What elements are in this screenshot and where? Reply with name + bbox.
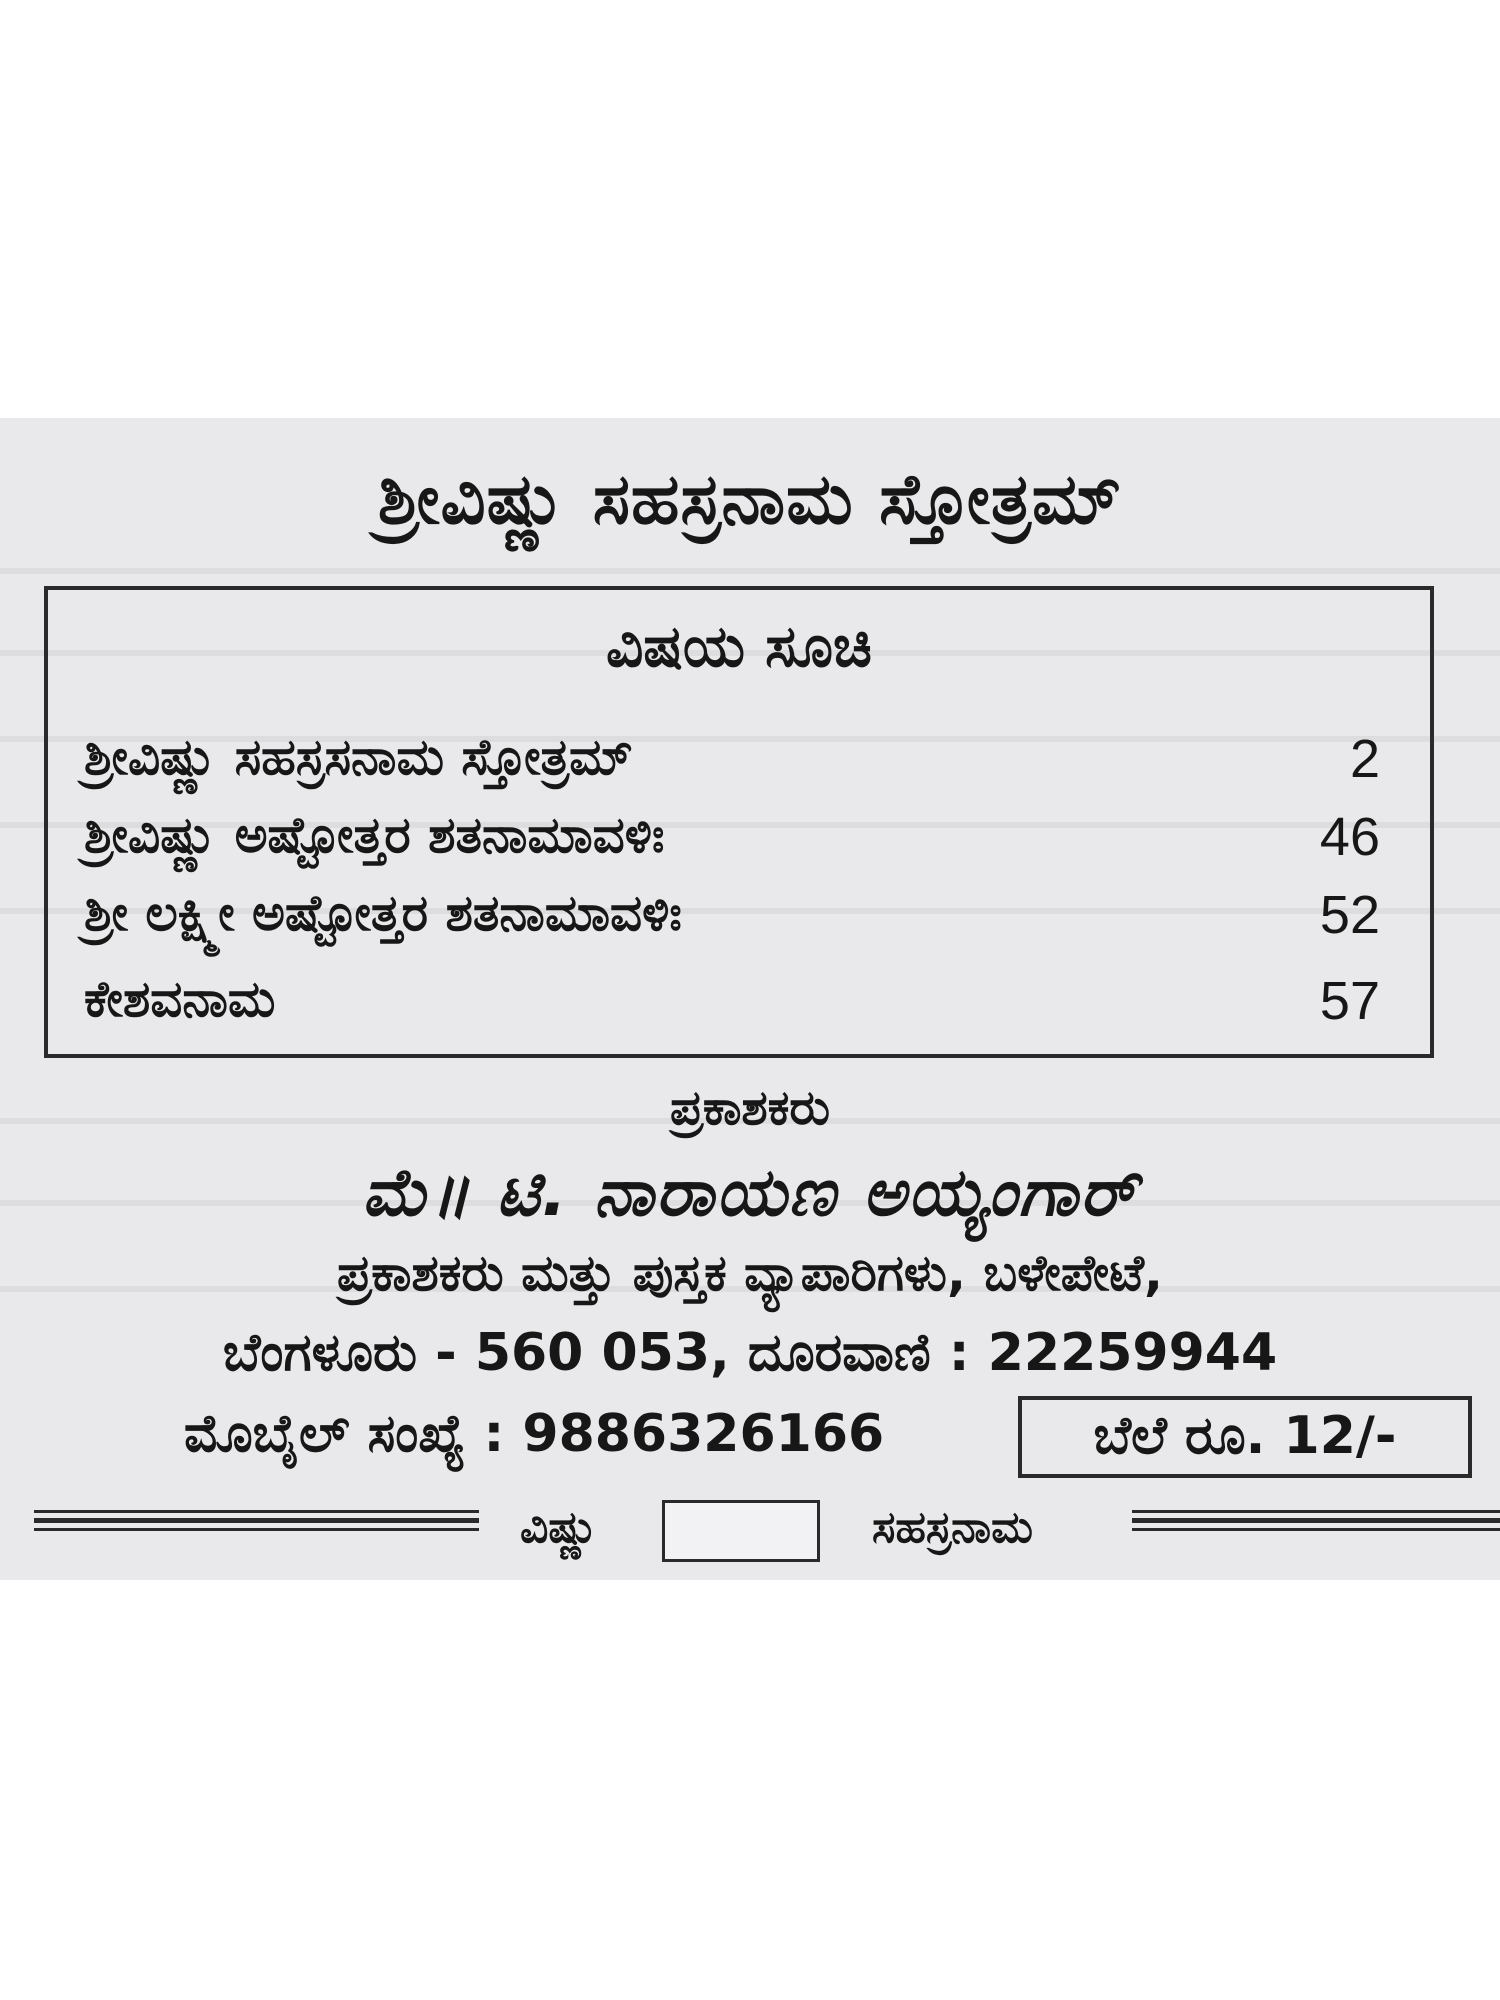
mobile-number: ಮೊಬೈಲ್ ಸಂಖ್ಯೆ : 9886326166 — [184, 1404, 885, 1464]
footer-rule-right — [1132, 1510, 1500, 1540]
publisher-name: ಮೆ॥ ಟಿ. ನಾರಾಯಣ ಅಯ್ಯಂಗಾರ್ — [361, 1154, 1139, 1231]
toc-entry-label: ಶ್ರೀ ಲಕ್ಷ್ಮೀ ಅಷ್ಟೋತ್ತರ ಶತನಾಮಾವಳಿಃ — [84, 884, 682, 942]
toc-entry[interactable] — [84, 728, 1380, 798]
price-box: ಬೆಲೆ ರೂ. 12/- — [1018, 1396, 1472, 1478]
toc-entry-label: ಶ್ರೀವಿಷ್ಣು ಸಹಸ್ರಸನಾಮ ಸ್ತೋತ್ರಮ್ — [84, 728, 633, 786]
toc-heading: ವಿಷಯ ಸೂಚಿ — [606, 612, 872, 680]
publisher-address-line2: ಬೆಂಗಳೂರು - 560 053, ದೂರವಾಣಿ : 22259944 — [222, 1323, 1278, 1383]
publisher-label: ಪ್ರಕಾಶಕರು — [670, 1080, 830, 1136]
footer-word-right: ಸಹಸ್ರನಾಮ — [872, 1502, 1033, 1553]
footer-empty-box — [662, 1500, 820, 1562]
page-title: ಶ್ರೀವಿಷ್ಣು ಸಹಸ್ರನಾಮ ಸ್ತೋತ್ರಮ್ — [377, 458, 1123, 540]
toc-entry-page: 57 — [1319, 971, 1380, 1031]
footer-rule-left — [34, 1510, 479, 1540]
toc-entry-label: ಕೇಶವನಾಮ — [84, 970, 276, 1028]
footer-word-left: ವಿಷ್ಣು — [520, 1502, 599, 1553]
toc-entry[interactable] — [84, 884, 1380, 954]
toc-entry[interactable] — [84, 970, 1380, 1040]
toc-entry-label: ಶ್ರೀವಿಷ್ಣು ಅಷ್ಟೋತ್ತರ ಶತನಾಮಾವಳಿಃ — [84, 806, 665, 864]
toc-entry-page: 52 — [1319, 885, 1380, 945]
publisher-address-line1: ಪ್ರಕಾಶಕರು ಮತ್ತು ಪುಸ್ತಕ ವ್ಯಾಪಾರಿಗಳು, ಬಳೇಪೇಟೆ, — [337, 1244, 1163, 1302]
toc-entry-page: 46 — [1319, 807, 1380, 867]
book-page — [0, 418, 1500, 1580]
toc-entry-page: 2 — [1349, 729, 1380, 789]
bleed-through-mark — [0, 568, 1500, 574]
table-of-contents — [44, 586, 1434, 1058]
toc-entry[interactable] — [84, 806, 1380, 876]
